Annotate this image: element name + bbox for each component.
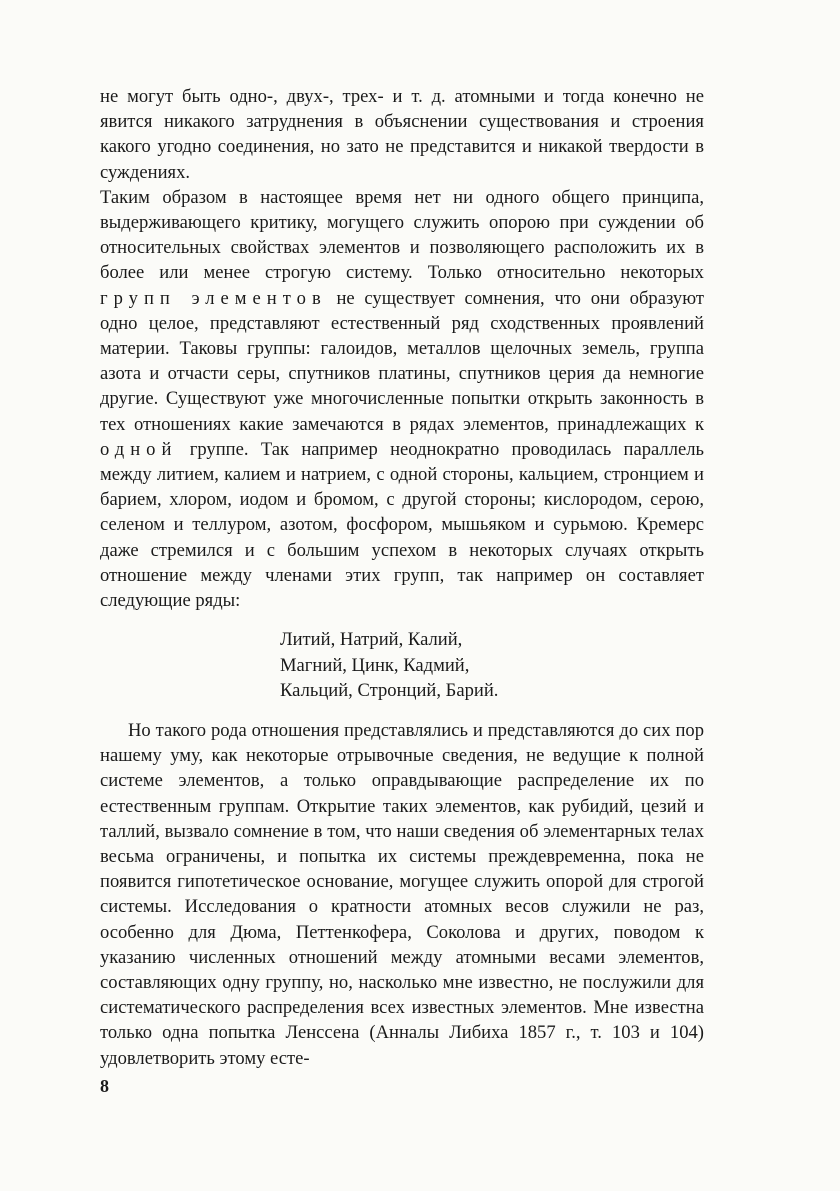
paragraph-2-middle: не существует сомнения, что они образуют одно целое, представляют естественный ряд сходственных проявлений материи. Таковы группы: галоидов, металлов щелочных земель, группа азота и отчасти серы, спутников платины, спутников церия да немногие другие. Существуют уже многочисленные попытки открыть законность в тех отношениях какие замечаются в рядах элементов, принадлежащих к — [100, 287, 704, 435]
emphasis-one: одной — [100, 438, 178, 460]
paragraph-1: не могут быть одно-, двух-, трех- и т. д. атомными и тогда конечно не явится никакого затруднения в объяснении существования и строения какого угодно соединения, но зато не представится и никакой твердости в суждениях. — [100, 86, 704, 183]
paragraph-2-main: Таким образом в настоящее время нет ни одного общего принципа, выдерживающего критику, могущего служить опорою при суждении об относительных свойствах элементов и позволяющего расположить их в более или менее строгую систему. — [100, 186, 704, 284]
series-row: Магний, Цинк, Кадмий, — [280, 654, 470, 676]
element-series-list — [280, 627, 704, 704]
series-row: Кальций, Стронций, Барий. — [280, 680, 499, 702]
page-number: 8 — [100, 1076, 109, 1096]
paragraph-2-lead: Только относительно некоторых — [427, 262, 704, 284]
series-row: Литий, Натрий, Калий, — [280, 629, 463, 651]
emphasis-groups-of-elements: групп элементов — [100, 287, 327, 309]
paragraph-3: Но такого рода отношения представлялись и представляются до сих пор нашему уму, как некоторые отрывочные сведения, не ведущие к полной системе элементов, а только оправдывающие распределение их по естественным группам. Открытие таких элементов, как рубидий, цезий и таллий, вызвало сомнение в том, что наши сведения об элементарных телах весьма ограничены, и попытка их системы преждевременна, пока не появится гипотетическое основание, могущее служить опорой для строгой системы. Исследования о кратности атомных весов служили не раз, особенно для Дюма, Петтенкофера, Соколова и других, поводом к указанию численных отношений между атомными весами элементов, составляющих одну группу, но, насколько мне известно, не послужили для систематического распределения всех известных элементов. Мне известна только одна попытка Ленссена (Анналы Либиха 1857 г., т. 103 и 104) удовлетворить этому есте- — [100, 720, 704, 1069]
paragraph-2 — [100, 185, 704, 613]
body-text — [100, 84, 704, 1071]
paragraph-2-end: группе. Так например неоднократно проводилась параллель между литием, калием и натрием, с одной стороны, кальцием, стронцием и барием, хлором, иодом и бромом, с другой стороны; кислородом, серою, селеном и теллуром, азотом, фосфором, мышьяком и сурьмою. Кремерс даже стремился и с большим успехом в некоторых случаях открыть отношение между членами этих групп, так например он составляет следующие ряды: — [100, 438, 704, 612]
